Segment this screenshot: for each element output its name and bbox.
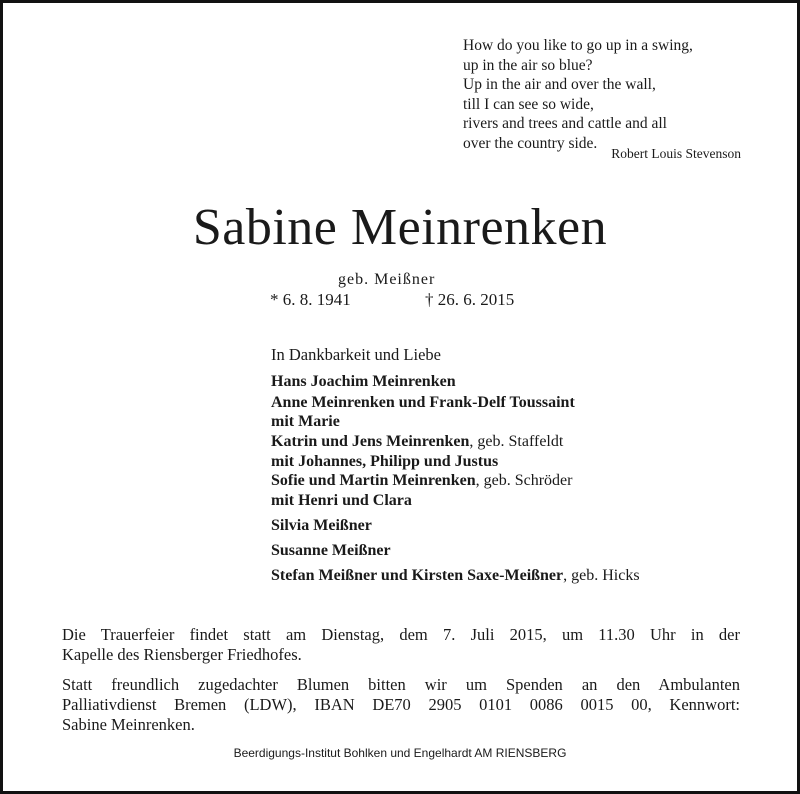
mourner-line: Hans Joachim Meinrenken (271, 373, 456, 390)
mourners-intro: In Dankbarkeit und Liebe (271, 345, 441, 364)
mourner-line: Susanne Meißner (271, 542, 391, 559)
poem-line: over the country side. (463, 134, 598, 152)
funeral-paragraph (62, 625, 740, 665)
funeral-line: Kapelle des Riensberger Friedhofes. (62, 645, 302, 664)
mourner-line: Anne Meinrenken und Frank-Delf Toussaint (271, 394, 575, 411)
birth-date: * 6. 8. 1941 (270, 290, 351, 309)
mourner-line: mit Johannes, Philipp und Justus (271, 453, 499, 470)
donation-line: Statt freundlich zugedachter Blumen bitten wir um Spenden an den Ambulanten (62, 675, 740, 694)
deceased-name: Sabine Meinrenken (192, 199, 608, 256)
mourner-line: Silvia Meißner (271, 517, 372, 534)
funeral-line: Die Trauerfeier findet statt am Dienstag, dem 7. Juli 2015, um 11.30 Uhr in der (62, 625, 740, 644)
funeral-home: Beerdigungs-Institut Bohlken und Engelhardt AM RIENSBERG (233, 746, 567, 760)
mourner-line: mit Henri und Clara (271, 492, 412, 509)
donation-paragraph (62, 675, 740, 735)
death-date: † 26. 6. 2015 (425, 290, 515, 309)
mourner-line: Sofie und Martin Meinrenken, geb. Schröder (271, 472, 573, 489)
poem (463, 36, 693, 153)
mourner-line: Stefan Meißner und Kirsten Saxe-Meißner, geb. Hicks (271, 567, 640, 584)
donation-line: Sabine Meinrenken. (62, 715, 195, 734)
poem-line: up in the air so blue? (463, 56, 593, 74)
poem-line: Up in the air and over the wall, (463, 76, 656, 93)
donation-line: Palliativdienst Bremen (LDW), IBAN DE70 2905 0101 0086 0015 00, Kennwort: (62, 695, 740, 714)
poem-line: How do you like to go up in a swing, (463, 37, 693, 54)
poem-line: till I can see so wide, (463, 95, 594, 113)
mourner-line: Katrin und Jens Meinrenken, geb. Staffeldt (271, 433, 564, 450)
poem-author: Robert Louis Stevenson (611, 146, 741, 161)
mourner-line: mit Marie (271, 413, 340, 430)
poem-line: rivers and trees and cattle and all (463, 115, 667, 132)
maiden-name: geb. Meißner (338, 271, 436, 288)
